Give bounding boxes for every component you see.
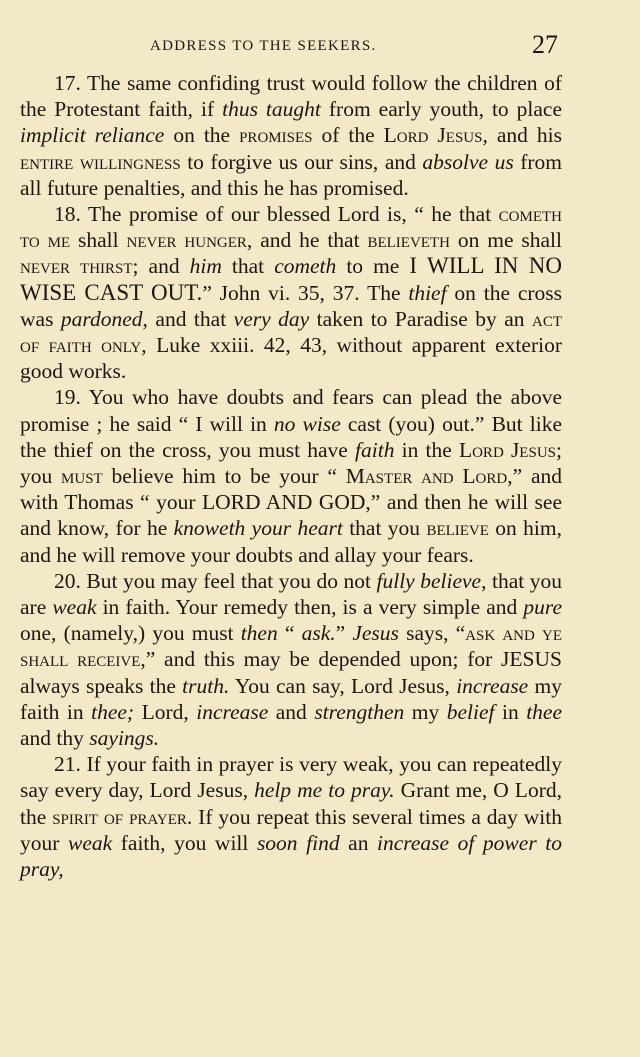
italic-text: implicit reliance [20, 123, 165, 148]
italic-text: then [240, 621, 278, 646]
text-run: on me shall [449, 228, 562, 253]
paragraph-18 [20, 201, 562, 384]
text-run: , and his [482, 123, 562, 148]
italic-text: knoweth your heart [173, 516, 343, 541]
page-number: 27 [532, 30, 558, 59]
text-run: that you [342, 516, 427, 541]
text-run: and thy [20, 726, 90, 751]
text-run: in the [394, 437, 459, 462]
text-run: ” [335, 621, 353, 646]
paragraph-17 [20, 70, 562, 201]
italic-text: Jesus [352, 621, 399, 646]
text-run: shall [70, 228, 127, 253]
text-run: 19. You who have doubts and fears can plead the above promise ; he said “ I will in [20, 385, 562, 436]
text-run: my [404, 699, 447, 724]
running-head [0, 26, 640, 66]
italic-text: thee [526, 699, 563, 724]
text-run: an [339, 830, 378, 855]
italic-text: strengthen [314, 699, 405, 724]
text-run: , and that [142, 306, 234, 331]
italic-text: pure [523, 595, 562, 620]
text-run: 20. But you may feel that you do not [54, 568, 377, 593]
text-run: 18. The promise of our blessed Lord is, “ he that [54, 202, 499, 227]
text-run: faith, you will [112, 830, 257, 855]
small-caps-text: Lord Jesus [458, 437, 556, 462]
small-caps-text: Lord Jesus [383, 123, 483, 148]
text-run: on him, and he will remove your doubts and allay your fears. [20, 516, 562, 567]
small-caps-text: never thirst [20, 254, 133, 279]
text-run: ; and [132, 254, 190, 279]
text-run: 17. The same confiding trust would follow the children of the Protestant faith, if [20, 71, 562, 122]
text-run: one, (namely,) you must [20, 621, 241, 646]
italic-text: pardoned [60, 306, 143, 331]
italic-text: thee; [91, 699, 135, 724]
small-caps-text: never hunger [126, 228, 247, 253]
text-run: ,” and with Thomas “ your LORD AND GOD,” and then he will see and know, for he [20, 464, 562, 541]
italic-text: no wise [273, 411, 341, 436]
small-caps-text: promises [239, 123, 313, 148]
text-run: Grant me, O Lord, the [20, 778, 562, 829]
text-run: , that you are [20, 568, 562, 620]
italic-text: him [189, 254, 222, 279]
italic-text: thus taught [222, 97, 321, 122]
small-caps-text: believeth [367, 228, 450, 253]
text-run: to me [336, 254, 410, 279]
small-caps-text: must [61, 464, 103, 489]
text-run: in [494, 699, 527, 724]
text-run: and [268, 699, 315, 724]
text-run: that [221, 254, 275, 279]
running-title: ADDRESS TO THE SEEKERS. [150, 38, 377, 54]
text-run: on the cross was [20, 280, 563, 331]
italic-text: increase [196, 699, 269, 724]
text-run: , and he that [246, 228, 368, 253]
italic-text: truth. [182, 673, 230, 698]
italic-text: fully believe [376, 568, 482, 593]
italic-text: very day [233, 306, 310, 331]
text-run: ” John vi. 35, 37. The [202, 280, 409, 305]
italic-text: belief [446, 699, 495, 724]
italic-text: help me to pray. [254, 778, 395, 803]
small-caps-text: ask and ye shall receive [20, 621, 563, 672]
italic-text: weak [52, 595, 97, 620]
text-run: You can say, Lord Jesus, [229, 673, 457, 698]
small-caps-text: believe [426, 516, 489, 541]
italic-text: increase [456, 673, 529, 698]
body-text [20, 70, 562, 882]
small-caps-text: cometh to me [20, 202, 562, 253]
small-caps-text: entire willingness [20, 149, 181, 174]
text-run: “ [277, 621, 302, 646]
text-run: 21. If your faith in prayer is very weak, you can repeatedly say every day, Lord Jesus, [20, 752, 562, 803]
text-run: on the [164, 123, 240, 148]
paragraph-19 [20, 384, 562, 567]
text-run: says, “ [398, 621, 466, 646]
small-caps-text: act of faith only [20, 306, 562, 358]
text-run: to forgive us our sins, and [180, 149, 423, 174]
text-run: ; you [20, 437, 562, 489]
text-run: in faith. Your remedy then, is a very simple and [96, 595, 524, 620]
text-run: , Luke xxiii. 42, 43, without apparent exterior good works. [20, 333, 562, 384]
small-caps-text: spirit of prayer [52, 804, 187, 829]
text-run: taken to Paradise by an [309, 306, 532, 331]
italic-text: absolve us [422, 149, 514, 174]
italic-text: sayings. [89, 726, 160, 751]
text-run: Lord, [134, 699, 197, 724]
text-run: . If you repeat this several times a day with your [20, 804, 562, 855]
italic-text: increase of power to pray, [20, 830, 562, 882]
italic-text: ask. [301, 621, 336, 646]
italic-text: weak [67, 830, 113, 855]
text-run: my faith in [20, 673, 562, 724]
text-run: from all future penalties, and this he has promised. [20, 149, 563, 200]
paragraph-21 [20, 751, 562, 882]
text-run: from early youth, to place [320, 97, 562, 122]
emphasis-text: I WILL IN NO WISE CAST OUT. [20, 253, 562, 305]
text-run: ,” and this may be depended upon; for JESUS always speaks the [20, 647, 562, 698]
text-run: of the [312, 123, 384, 148]
text-run: believe him to be your “ [102, 464, 346, 489]
italic-text: soon find [256, 830, 340, 855]
italic-text: cometh [274, 254, 337, 279]
text-run: cast (you) out.” But like the thief on the cross, you must have [20, 411, 562, 462]
small-caps-text: Master and Lord [345, 464, 508, 489]
italic-text: thief [408, 280, 447, 305]
italic-text: faith [355, 437, 395, 462]
paragraph-20 [20, 568, 562, 751]
